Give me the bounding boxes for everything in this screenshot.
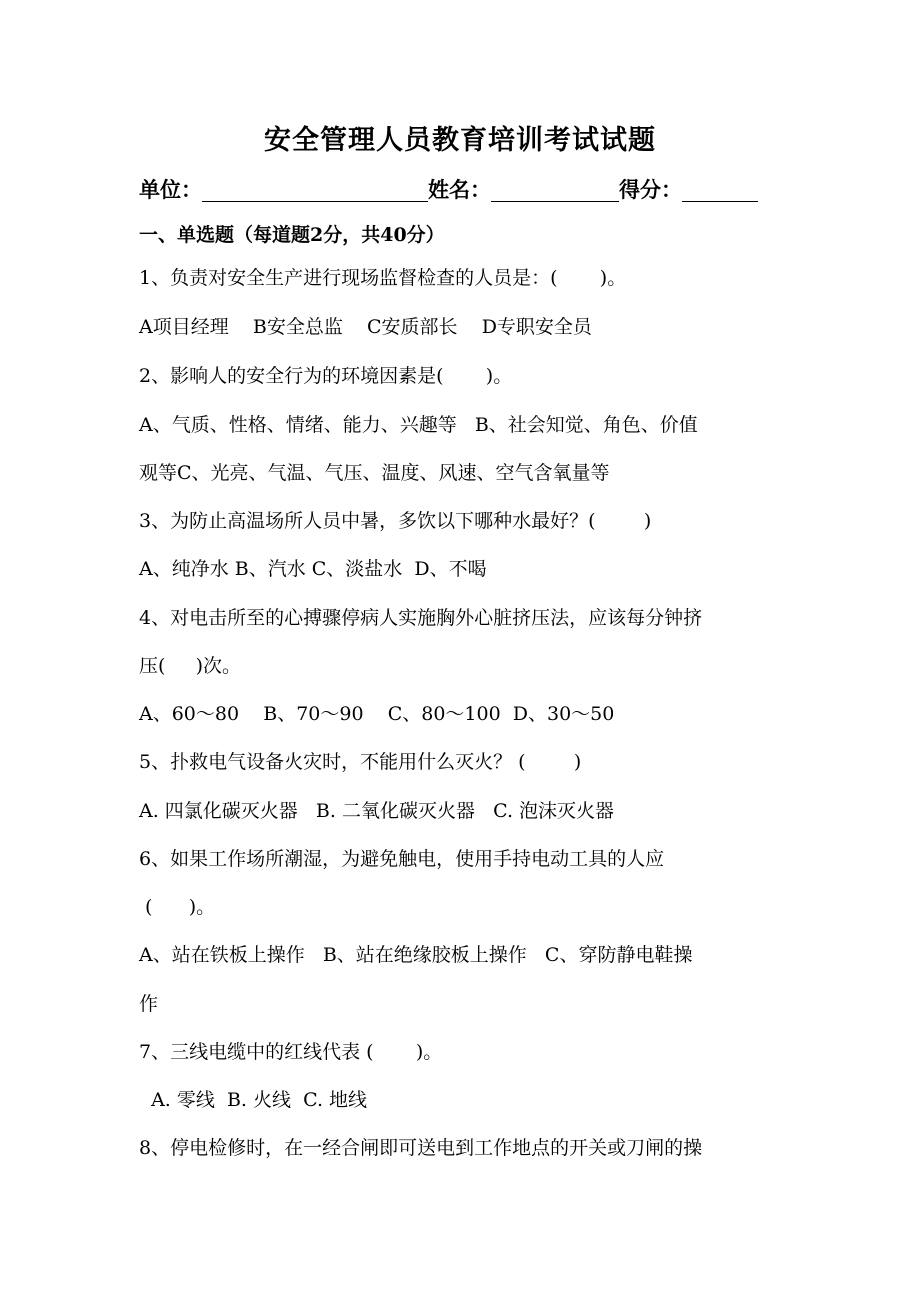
question-line: 3、为防止高温场所人员中暑，多饮以下哪种水最好？( ) xyxy=(139,510,652,532)
score-blank xyxy=(682,175,758,202)
question-line: 2、影响人的安全行为的环境因素是( )。 xyxy=(139,365,513,387)
exam-title: 安全管理人员教育培训考试试题 xyxy=(264,125,656,156)
option-line: 观等C、光亮、气温、气压、温度、风速、空气含氧量等 xyxy=(139,462,610,484)
score-label: 得分： xyxy=(619,177,682,202)
info-row xyxy=(139,172,785,204)
unit-label: 单位： xyxy=(139,177,202,202)
question-line: 7、三线电缆中的红线代表 ( )。 xyxy=(139,1041,443,1063)
option-line: A、纯净水 B、汽水 C、淡盐水 D、不喝 xyxy=(139,558,487,580)
question-line: 6、如果工作场所潮湿，为避免触电，使用手持电动工具的人应 xyxy=(139,848,665,870)
option-line: A. 零线 B. 火线 C. 地线 xyxy=(139,1089,368,1111)
question-line: 4、对电击所至的心搏骤停病人实施胸外心脏挤压法，应该每分钟挤 xyxy=(139,607,703,629)
question-line: ( )。 xyxy=(139,896,216,918)
name-blank xyxy=(491,175,619,202)
option-line: A、60～80 B、70～90 C、80～100 D、30～50 xyxy=(139,703,615,725)
section-heading: 一、单选题（每道题2分，共40分） xyxy=(139,224,445,246)
question-line: 压( )次。 xyxy=(139,655,242,677)
question-line: 8、停电检修时，在一经合闸即可送电到工作地点的开关或刀闸的操 xyxy=(139,1137,703,1159)
option-line: A项目经理 B安全总监 C安质部长 D专职安全员 xyxy=(139,316,592,338)
option-line: A、站在铁板上操作 B、站在绝缘胶板上操作 C、穿防静电鞋操 xyxy=(139,944,693,966)
option-line: A. 四氯化碳灭火器 B. 二氧化碳灭火器 C. 泡沫灭火器 xyxy=(139,800,615,822)
unit-blank xyxy=(202,175,428,202)
option-line: 作 xyxy=(139,993,159,1015)
question-line: 5、扑救电气设备火灾时，不能用什么灭火？ ( ) xyxy=(139,751,582,773)
name-label: 姓名： xyxy=(428,177,491,202)
question-line: 1、负责对安全生产进行现场监督检查的人员是：( )。 xyxy=(139,267,627,289)
option-line: A、气质、性格、情绪、能力、兴趣等 B、社会知觉、角色、价值 xyxy=(139,414,698,436)
